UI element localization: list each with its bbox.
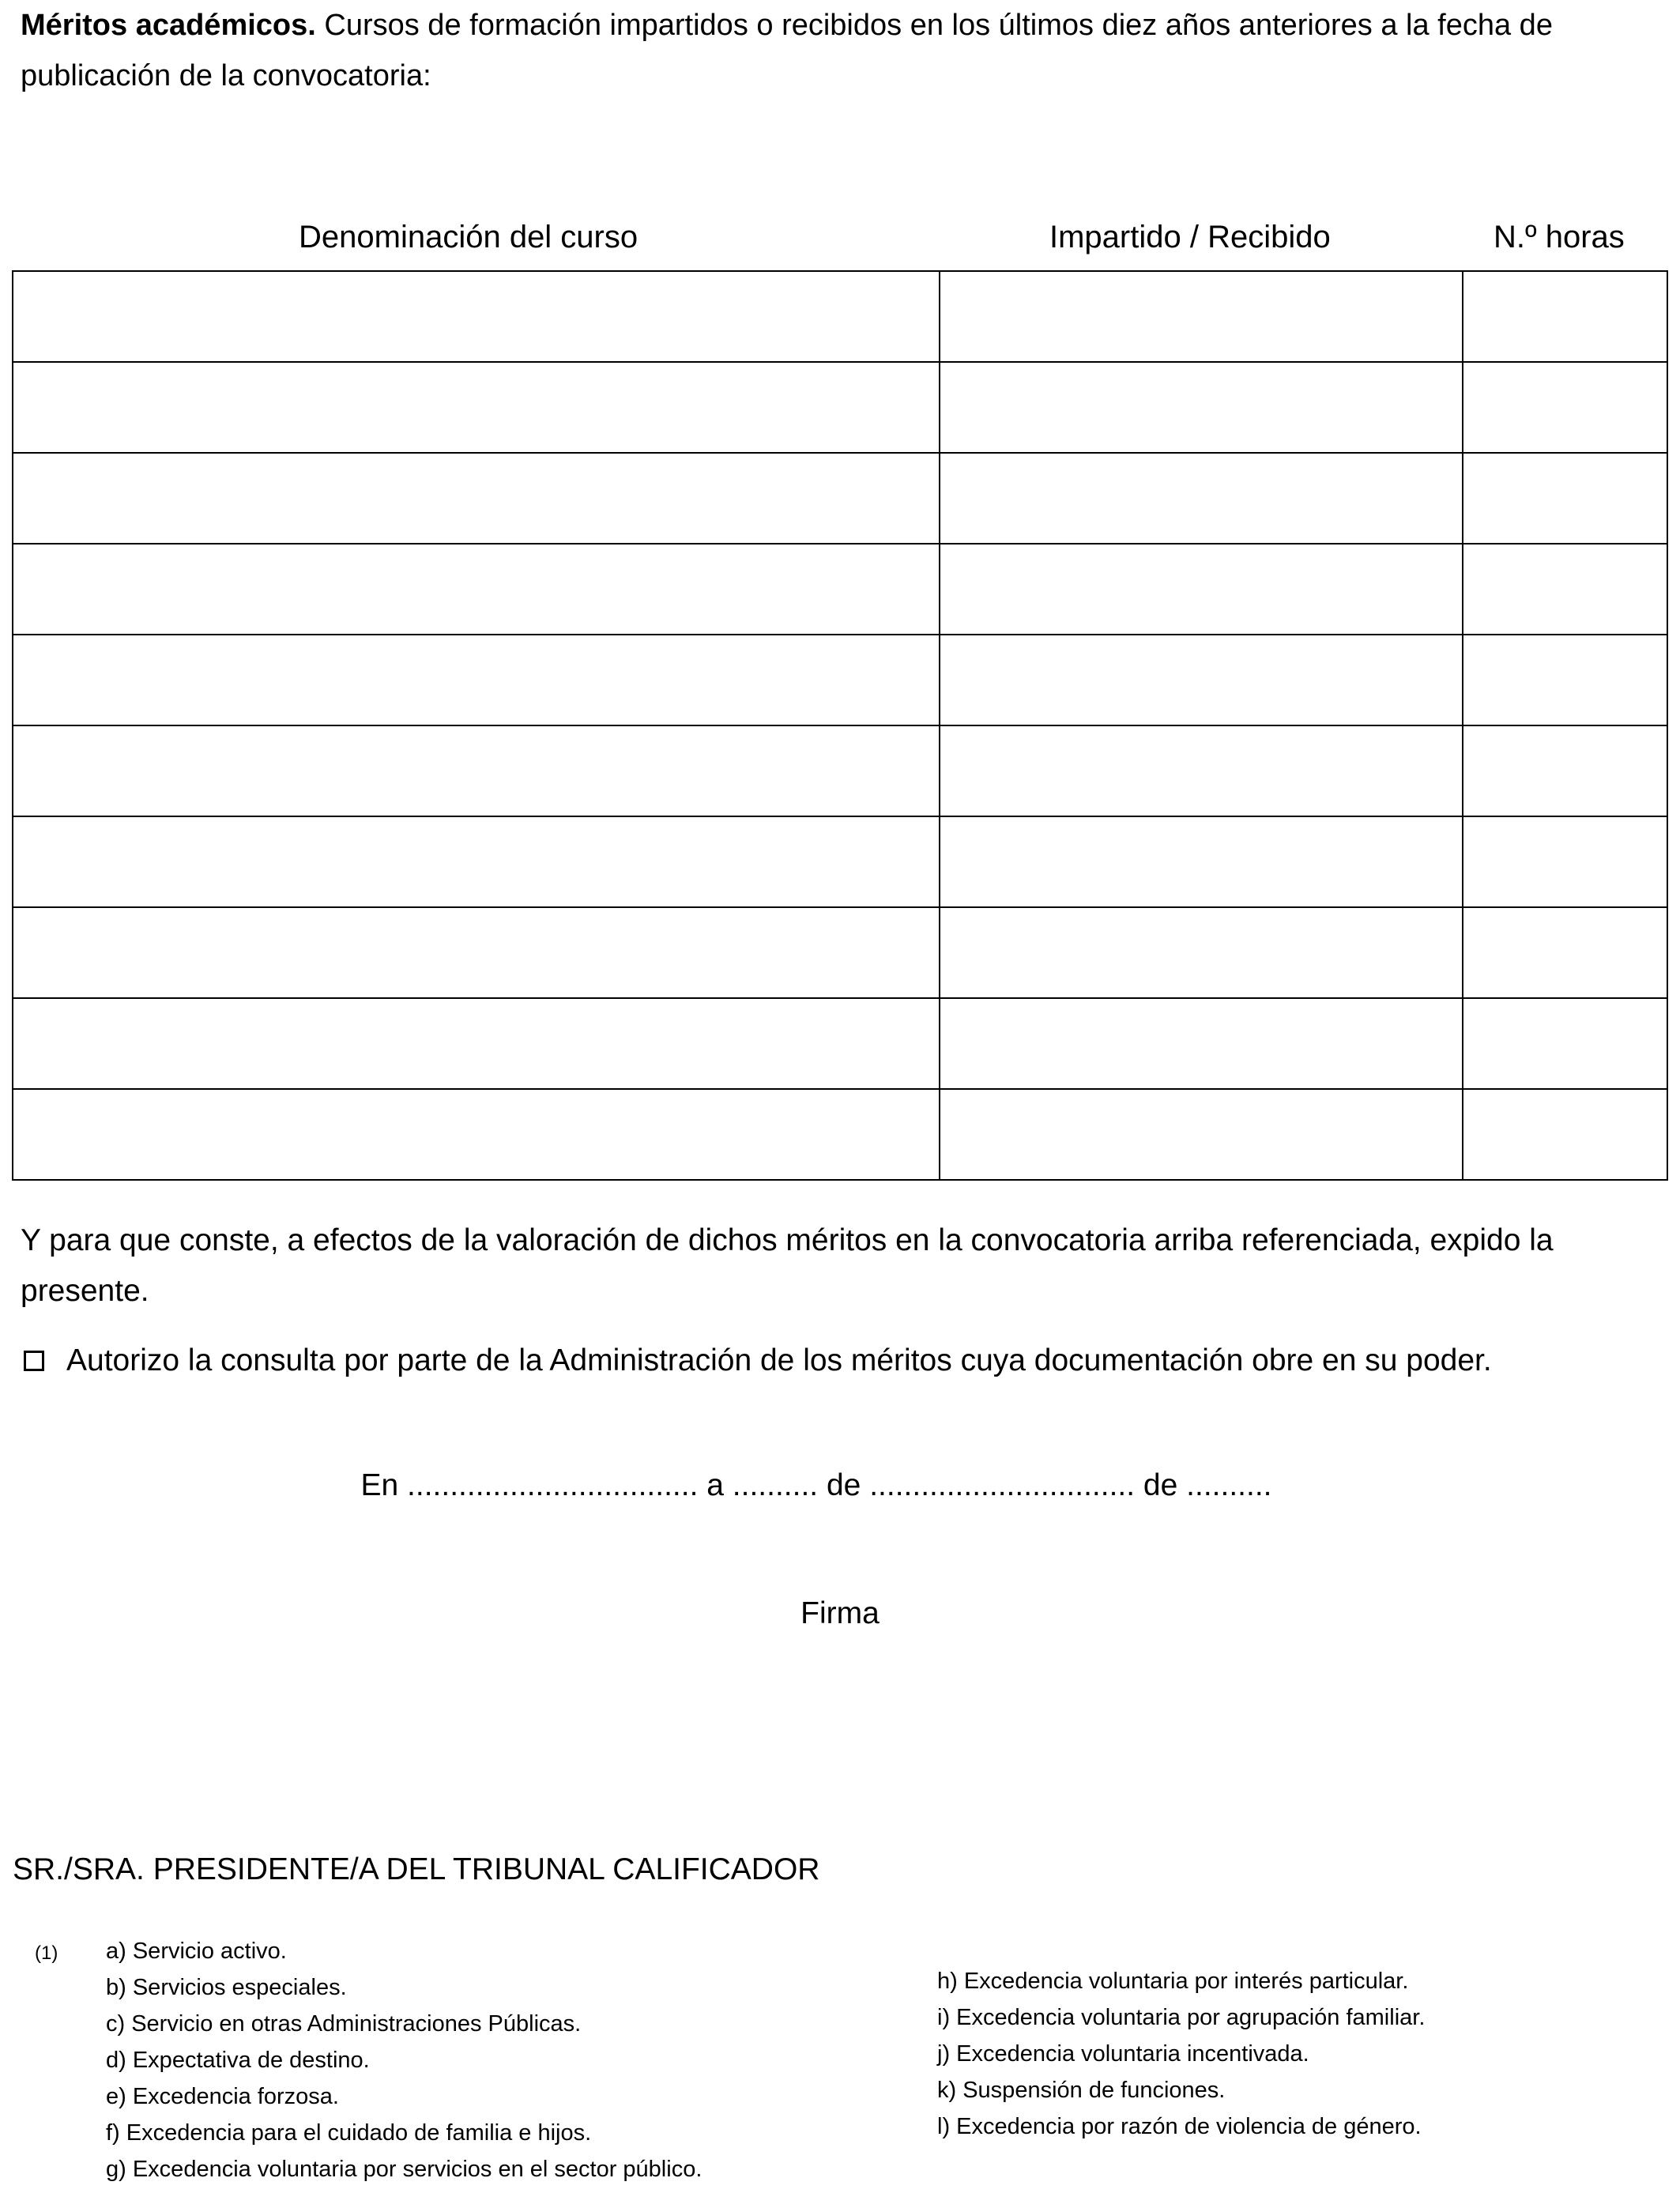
footnote-item: k) Suspensión de funciones. <box>937 2078 1226 2103</box>
section-heading: Méritos académicos. <box>21 9 316 42</box>
taught-received-cell[interactable] <box>940 544 1463 635</box>
column-header-course-name: Denominación del curso <box>299 220 638 254</box>
footnote-item: f) Excedencia para el cuidado de familia e hijos. <box>106 2120 592 2146</box>
hours-cell[interactable] <box>1463 635 1667 725</box>
course-name-cell[interactable] <box>13 271 940 362</box>
table-row <box>13 725 1667 816</box>
course-name-cell[interactable] <box>13 816 940 907</box>
footnote-item: a) Servicio activo. <box>106 1939 287 1964</box>
section-intro <box>21 0 1664 101</box>
consent-label: Autorizo la consulta por parte de la Administración de los méritos cuya documentación obre en su poder. <box>66 1343 1492 1377</box>
footnote-item: c) Servicio en otras Administraciones Públicas. <box>106 2011 582 2037</box>
signature-label: Firma <box>800 1596 880 1630</box>
table-row <box>13 816 1667 907</box>
section-description: Cursos de formación impartidos o recibidos en los últimos diez años anteriores a la fecha de publicación de la convocatoria: <box>21 9 1553 92</box>
hours-cell[interactable] <box>1463 362 1667 453</box>
column-header-taught-received: Impartido / Recibido <box>1049 220 1331 254</box>
table-row <box>13 453 1667 544</box>
courses-table <box>12 270 1668 1181</box>
consent-row <box>24 1336 1667 1386</box>
taught-received-cell[interactable] <box>940 453 1463 544</box>
course-name-cell[interactable] <box>13 907 940 998</box>
taught-received-cell[interactable] <box>940 635 1463 725</box>
table-row <box>13 1089 1667 1180</box>
taught-received-cell[interactable] <box>940 816 1463 907</box>
table-row <box>13 998 1667 1089</box>
hours-cell[interactable] <box>1463 1089 1667 1180</box>
column-header-hours: N.º horas <box>1494 220 1625 254</box>
footnote-list-right <box>937 1963 1425 2145</box>
table-row <box>13 907 1667 998</box>
taught-received-cell[interactable] <box>940 998 1463 1089</box>
footnote-list-left <box>106 1933 702 2187</box>
table-row <box>13 271 1667 362</box>
hours-cell[interactable] <box>1463 453 1667 544</box>
hours-cell[interactable] <box>1463 725 1667 816</box>
course-name-cell[interactable] <box>13 362 940 453</box>
table-row <box>13 635 1667 725</box>
footnote-item: b) Servicios especiales. <box>106 1975 347 2000</box>
footnote-marker: (1) <box>35 1942 58 1964</box>
table-row <box>13 544 1667 635</box>
footnote-item: l) Excedencia por razón de violencia de género. <box>937 2114 1422 2139</box>
footnote-item: j) Excedencia voluntaria incentivada. <box>937 2041 1309 2067</box>
place-date-line: En .................................. a .......... de ............................... de .......... <box>360 1468 1272 1502</box>
footnote-item: d) Expectativa de destino. <box>106 2048 370 2073</box>
hours-cell[interactable] <box>1463 998 1667 1089</box>
taught-received-cell[interactable] <box>940 1089 1463 1180</box>
course-name-cell[interactable] <box>13 998 940 1089</box>
footnote-item: g) Excedencia voluntaria por servicios en el sector público. <box>106 2157 703 2182</box>
hours-cell[interactable] <box>1463 544 1667 635</box>
table-row <box>13 362 1667 453</box>
taught-received-cell[interactable] <box>940 271 1463 362</box>
course-name-cell[interactable] <box>13 725 940 816</box>
hours-cell[interactable] <box>1463 271 1667 362</box>
taught-received-cell[interactable] <box>940 362 1463 453</box>
course-name-cell[interactable] <box>13 1089 940 1180</box>
taught-received-cell[interactable] <box>940 725 1463 816</box>
footnote-item: e) Excedencia forzosa. <box>106 2084 339 2109</box>
footnote-item: h) Excedencia voluntaria por interés particular. <box>937 1969 1409 1994</box>
closing-statement: Y para que conste, a efectos de la valoración de dichos méritos en la convocatoria arriba referenciada, expido la presente. <box>21 1223 1554 1308</box>
taught-received-cell[interactable] <box>940 907 1463 998</box>
hours-cell[interactable] <box>1463 907 1667 998</box>
consent-checkbox[interactable] <box>24 1351 44 1371</box>
course-name-cell[interactable] <box>13 635 940 725</box>
hours-cell[interactable] <box>1463 816 1667 907</box>
course-name-cell[interactable] <box>13 453 940 544</box>
recipient-line: SR./SRA. PRESIDENTE/A DEL TRIBUNAL CALIFICADOR <box>13 1852 820 1886</box>
course-name-cell[interactable] <box>13 544 940 635</box>
footnote-item: i) Excedencia voluntaria por agrupación familiar. <box>937 2005 1426 2030</box>
